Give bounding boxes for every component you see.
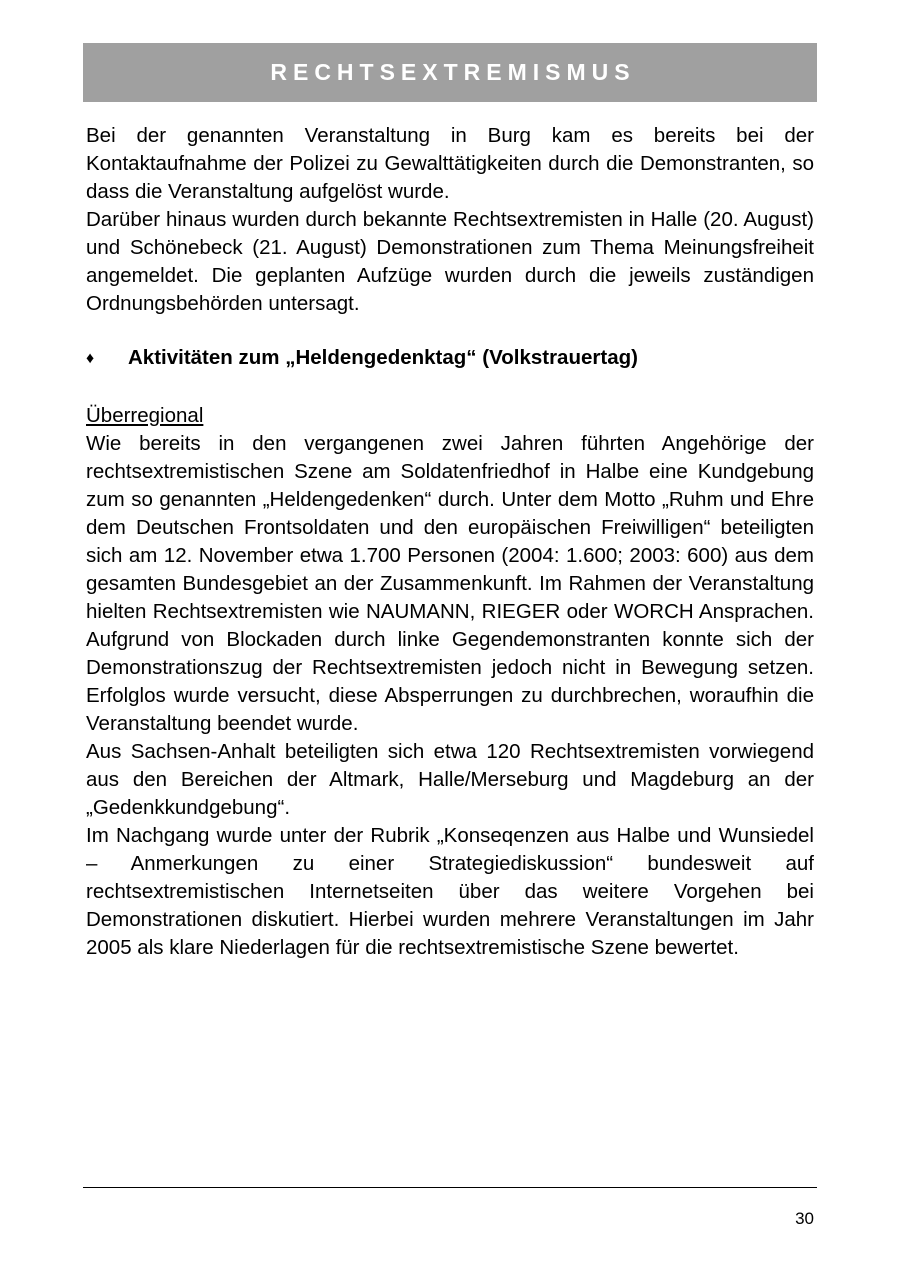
paragraph: Darüber hinaus wurden durch bekannte Rechtsextremisten in Halle (20. August) und Schönebeck (21. August) Demonstrationen zum Thema Meinungsfreiheit angemeldet. Die geplanten Aufzüge wurden durch die jeweils zuständigen Ordnungsbehörden untersagt. [86, 208, 814, 315]
section-heading [86, 344, 814, 374]
section-heading-text: Aktivitäten zum „Heldengedenktag“ (Volkstrauertag) [128, 346, 638, 369]
subheading: Überregional [86, 404, 204, 427]
paragraph: Bei der genannten Veranstaltung in Burg kam es bereits bei der Kontaktaufnahme der Polizei zu Gewalttätigkeiten durch die Demonstranten, so dass die Veranstaltung aufgelöst wurde. [86, 124, 814, 203]
main-content [86, 122, 814, 962]
page-title: RECHTSEXTREMISMUS [270, 59, 636, 85]
page-number: 30 [795, 1209, 814, 1228]
header-bar [83, 43, 817, 102]
paragraph: Aus Sachsen-Anhalt beteiligten sich etwa 120 Rechtsextremisten vorwiegend aus den Bereichen der Altmark, Halle/Merseburg und Magdeburg an der „Gedenkkundgebung“. [86, 740, 814, 819]
paragraph: Wie bereits in den vergangenen zwei Jahren führten Angehörige der rechtsextremistischen Szene am Soldatenfriedhof in Halbe eine Kundgebung zum so genannten „Heldengedenken“ durch. Unter dem Motto „Ruhm und Ehre dem Deutschen Frontsoldaten und den europäischen Freiwilligen“ beteiligten sich am 12. November etwa 1.700 Personen (2004: 1.600; 2003: 600) aus dem gesamten Bundesgebiet an der Zusammenkunft. Im Rahmen der Veranstaltung hielten Rechtsextremisten wie NAUMANN, RIEGER oder WORCH Ansprachen. Aufgrund von Blockaden durch linke Gegendemonstranten konnte sich der Demonstrationszug der Rechtsextremisten jedoch nicht in Bewegung setzen. Erfolglos wurde versucht, diese Absperrungen zu durchbrechen, woraufhin die Veranstaltung beendet wurde. [86, 432, 814, 735]
paragraph: Im Nachgang wurde unter der Rubrik „Konseqenzen aus Halbe und Wunsiedel – Anmerkungen zu einer Strategiediskussion“ bundesweit auf rechtsextremistischen Internetseiten über das weitere Vorgehen bei Demonstrationen diskutiert. Hierbei wurden mehrere Veranstaltungen im Jahr 2005 als klare Niederlagen für die rechtsextremistische Szene bewertet. [86, 824, 814, 959]
diamond-bullet-icon: ♦ [86, 350, 95, 367]
footer-divider [83, 1187, 817, 1188]
